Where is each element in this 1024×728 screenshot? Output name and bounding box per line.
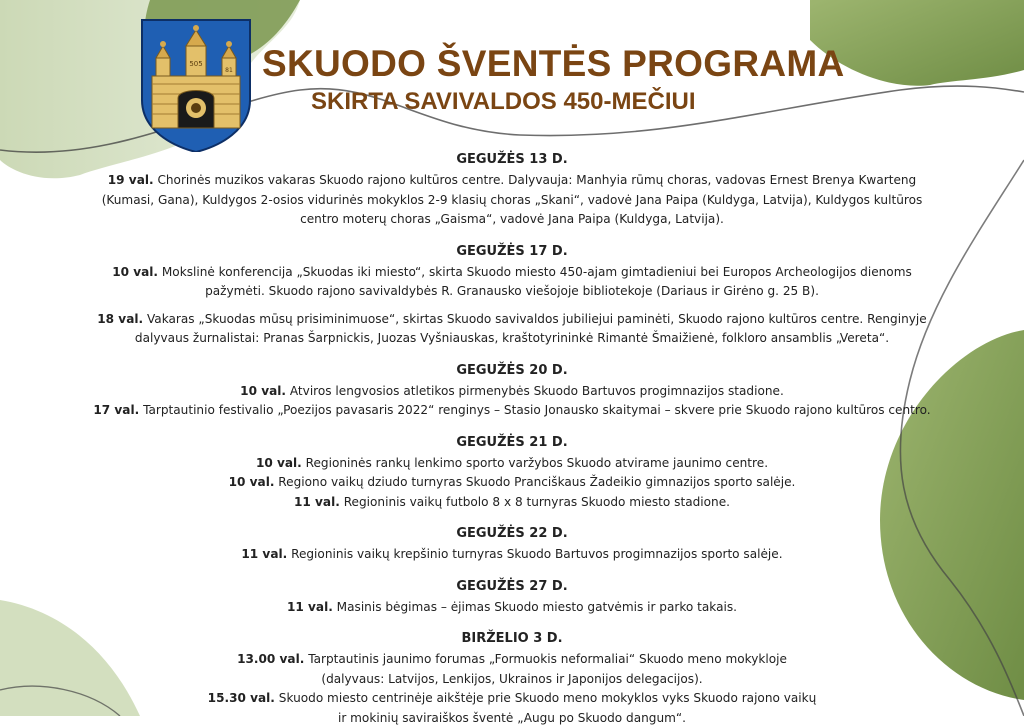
day-date: BIRŽELIO 3 D. (461, 631, 563, 646)
event-time: 11 val. (241, 547, 288, 561)
event-time: 15.30 val. (207, 691, 275, 705)
event-time: 13.00 val. (237, 652, 305, 666)
event-text: (dalyvaus: Latvijos, Lenkijos, Ukrainos ir Japonijos delegacijos). (321, 671, 703, 686)
event-time: 10 val. (228, 475, 275, 489)
event-text: centro moterų choras „Gaisma“, vadovė Jana Paipa (Kuldyga, Latvija). (300, 212, 724, 226)
event-text: Tarptautinio festivalio „Poezijos pavasaris 2022“ renginys – Stasio Jonausko skaitymai – skvere prie Skuodo rajono kultūros centro. (143, 403, 931, 417)
day-section (50, 578, 974, 618)
skuodas-coat-of-arms (140, 18, 252, 152)
event (50, 310, 974, 349)
day-date: GEGUŽĖS 22 D. (456, 526, 568, 541)
event-text: Regiono vaikų dziudo turnyras Skuodo Pranciškaus Žadeikio gimnazijos sporto salėje. (278, 475, 796, 489)
day-section (50, 434, 974, 513)
day-date: GEGUŽĖS 27 D. (456, 578, 568, 594)
event-text: dalyvaus žurnalistai: Pranas Šarpnickis, Juozas Vyšniauskas, kraštotyrininkė Rimantė Šmaižienė, folkloro ansamblis „Vereta“. (134, 331, 890, 345)
page-title: SKUODO ŠVENTĖS PROGRAMA (262, 43, 845, 84)
event (50, 171, 974, 230)
event-text: (Kumasi, Gana), Kuldygos 2-osios vidurinės mokyklos 2-9 klasių choras „Skani“, vadovė Jana Paipa (Kuldyga, Latvija), Kuldygos kultūros (101, 192, 923, 207)
event-text: Chorinės muzikos vakaras Skuodo rajono kultūros centre. Dalyvauja: Manhyia rūmų choras, vadovas Ernest Brenya Kwarteng (157, 173, 917, 187)
event (50, 382, 974, 402)
event (50, 493, 974, 513)
event-text: pažymėti. Skuodo rajono savivaldybės R. Granausko viešojoje bibliotekoje (Dariaus ir Girėno g. 25 B). (205, 284, 819, 298)
day-section (50, 630, 974, 728)
crest-text-left: 505 (189, 60, 203, 68)
day-section (50, 151, 974, 230)
event (50, 454, 974, 474)
page-subtitle: SKIRTA SAVIVALDOS 450-MEČIUI (311, 88, 696, 115)
event (50, 689, 974, 728)
event-text: Mokslinė konferencija „Skuodas iki miesto“, skirta Skuodo miesto 450-ajam gimtadieniui bei Europos Archeologijos dienoms (161, 264, 912, 279)
event-text: Masinis bėgimas – ėjimas Skuodo miesto gatvėmis ir parko takais. (336, 599, 738, 614)
event-time: 18 val. (97, 311, 144, 326)
event (50, 545, 974, 565)
event-time: 11 val. (286, 599, 333, 614)
event (50, 401, 974, 421)
day-section (50, 362, 974, 421)
event-text: Regioninis vaikų krepšinio turnyras Skuodo Bartuvos progimnazijos sporto salėje. (291, 547, 783, 561)
event (50, 650, 974, 689)
day-date: GEGUŽĖS 20 D. (456, 362, 568, 378)
day-date: GEGUŽĖS 13 D. (456, 152, 568, 167)
event-time: 11 val. (294, 494, 340, 509)
event-time: 10 val. (112, 264, 159, 279)
day-section (50, 525, 974, 565)
event-text: Tarptautinis jaunimo forumas „Formuokis neformaliai“ Skuodo meno mokykloje (308, 652, 787, 666)
event-text: Regioninis vaikų futbolo 8 x 8 turnyras Skuodo miesto stadione. (343, 494, 730, 509)
event-text: Skuodo miesto centrinėje aikštėje prie Skuodo meno mokyklos vyks Skuodo rajono vaikų (278, 691, 817, 705)
event-text: ir mokinių saviraiškos šventė „Augu po Skuodo dangum“. (337, 710, 687, 725)
event-text: Vakaras „Skuodas mūsų prisiminimuose“, skirtas Skuodo savivaldos jubiliejui paminėti, Skuodo rajono kultūros centre. Renginyje (146, 311, 927, 326)
event-time: 17 val. (93, 403, 140, 417)
event (50, 473, 974, 493)
day-section (50, 243, 974, 349)
day-date: GEGUŽĖS 21 D. (456, 434, 568, 450)
event-time: 10 val. (240, 383, 286, 398)
day-date: GEGUŽĖS 17 D. (456, 243, 568, 259)
event-time: 10 val. (255, 455, 302, 470)
event-text: Regioninės rankų lenkimo sporto varžybos Skuodo atvirame jaunimo centre. (305, 455, 769, 470)
program-schedule (50, 151, 974, 728)
event (50, 598, 974, 618)
event-text: Atviros lengvosios atletikos pirmenybės Skuodo Bartuvos progimnazijos stadione. (289, 383, 784, 398)
event-time: 19 val. (107, 173, 154, 187)
crest-text-right: 81 (225, 67, 233, 74)
event (50, 263, 974, 302)
